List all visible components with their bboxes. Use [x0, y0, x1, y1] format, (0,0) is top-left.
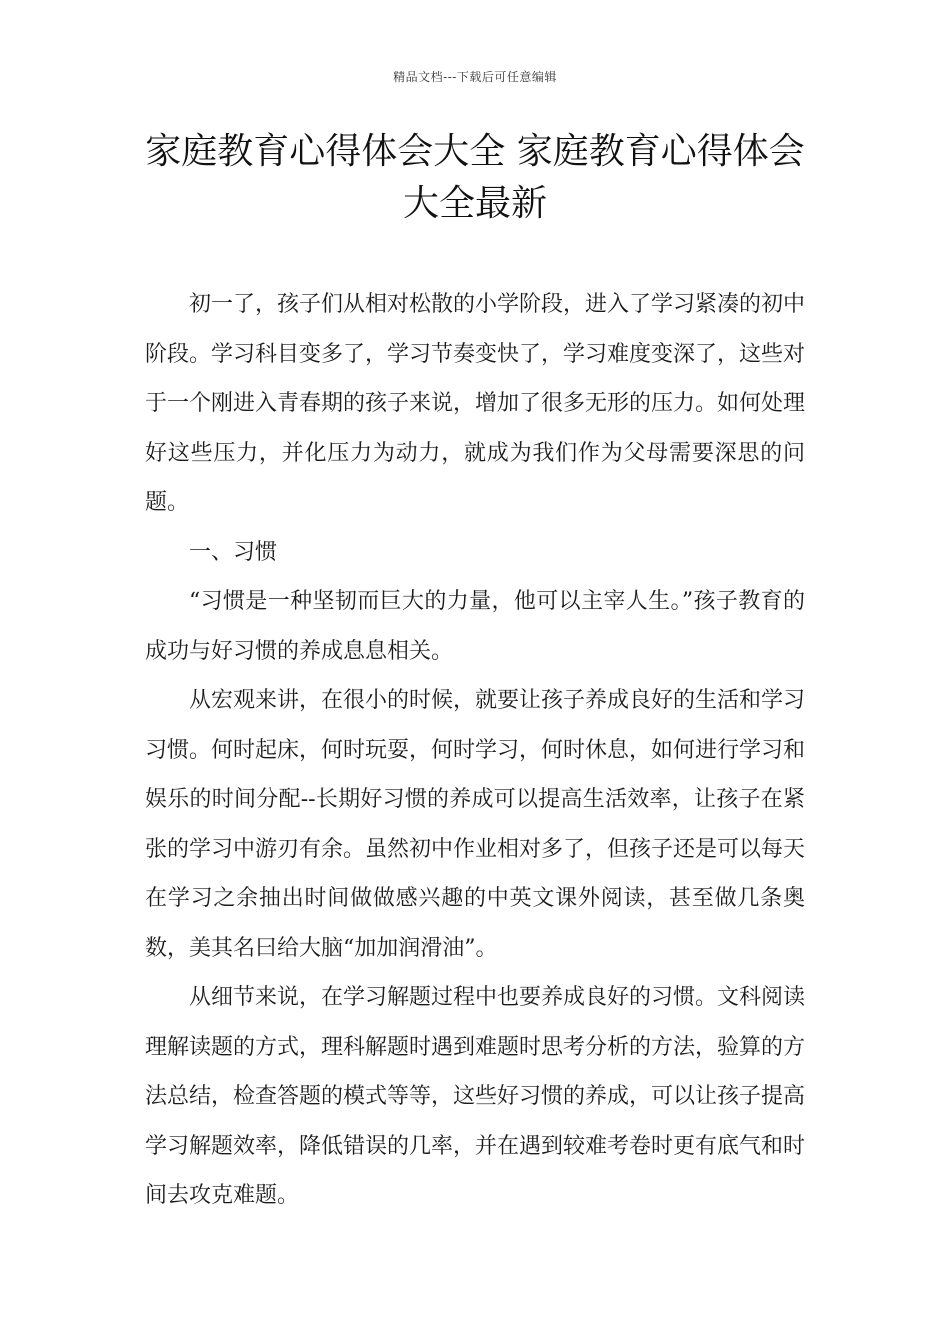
paragraph-macro: 从宏观来讲，在很小的时候，就要让孩子养成良好的生活和学习习惯。何时起床，何时玩耍，何时学习，何时休息，如何进行学习和娱乐的时间分配--长期好习惯的养成可以提高生活效率，让孩子在紧张的学习中游刃有余。虽然初中作业相对多了，但孩子还是可以每天在学习之余抽出时间做做感兴趣的中英文课外阅读，甚至做几条奥数，美其名曰给大脑“加加润滑油”。: [145, 688, 806, 961]
section-heading-habit: 一、习惯: [189, 539, 278, 565]
paragraph-quote: “习惯是一种坚韧而巨大的力量，他可以主宰人生。”孩子教育的成功与好习惯的养成息息相关。: [145, 589, 805, 664]
document-body: [145, 280, 805, 1221]
paragraph-detail: 从细节来说，在学习解题过程中也要养成良好的习惯。文科阅读理解读题的方式，理科解题时遇到难题时思考分析的方法，验算的方法总结，检查答题的模式等等，这些好习惯的养成，可以让孩子提高学习解题效率，降低错误的几率，并在遇到较难考卷时更有底气和时间去攻克难题。: [145, 985, 806, 1208]
header-note: 精品文档---下载后可任意编辑: [393, 70, 557, 84]
paragraph-intro: 初一了，孩子们从相对松散的小学阶段，进入了学习紧凑的初中阶段。学习科目变多了，学习节奏变快了，学习难度变深了，这些对于一个刚进入青春期的孩子来说，增加了很多无形的压力。如何处理好这些压力，并化压力为动力，就成为我们作为父母需要深思的问题。: [145, 292, 806, 515]
document-title: 家庭教育心得体会大全 家庭教育心得体会大全最新: [145, 131, 805, 224]
